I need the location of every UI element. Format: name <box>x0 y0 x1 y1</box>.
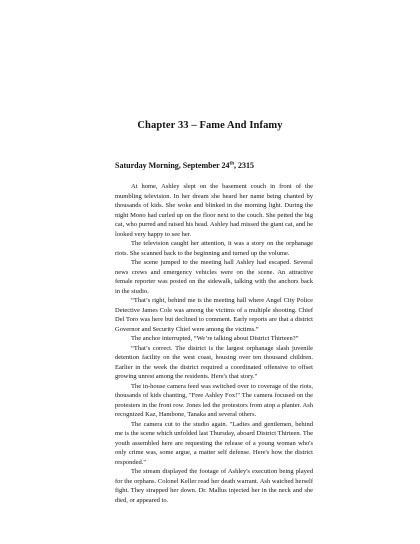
section-heading-date: Saturday Morning, September 24 <box>115 161 230 170</box>
body-text <box>115 182 313 505</box>
paragraph: The anchor interrupted, “We’re talking about District Thirteen?” <box>131 335 299 342</box>
paragraph: The television caught her attention, it was a story on the orphanage riots. She scanned back to the beginning and turned up the volume. <box>115 240 313 257</box>
section-heading-ordinal: th <box>229 161 234 167</box>
chapter-title: Chapter 33 – Fame And Infamy <box>137 120 283 131</box>
section-heading-year: , 2315 <box>233 161 254 170</box>
paragraph: The camera cut to the studio again. "Ladies and gentlemen, behind me is the scene which unfolded last Thursday, aboard District Thirteen. The youth assembled here are requesting the release of a young woman who's only crime was, some argue, a matter self defense. Here's how the district responded." <box>115 420 313 466</box>
paragraph: The scene jumped to the meeting hall Ashley had escaped. Several news crews and emergency vehicles were on the scene. An attractive female reporter was posted on the sidewalk, talking with the anchors back in the studio. <box>115 259 313 295</box>
section-heading <box>115 161 254 170</box>
paragraph: The in-house camera feed was switched over to coverage of the riots, thousands of kids chanting, "Free Ashley Fox!" The camera focused on the protesters in the front row. Jones led the protestors from atop a planter. Ash recognized Kaz, Hambone, Tanaka and several others. <box>115 382 313 418</box>
paragraph: “That’s correct. The district is the largest orphanage slash juvenile detention facility on the west coast, housing over ten thousand children. Earlier in the week the district required a coordinated offensive to offset growing unrest among the residents. Here's that story." <box>115 344 313 380</box>
paragraph: The stream displayed the footage of Ashley's execution being played for the orphans. Colonel Keller read her death warrant. Ash watched herself fight. They strapped her down. Dr. Mallus injected her in the neck and she died, or appeared to. <box>115 468 313 504</box>
paragraph: At home, Ashley slept on the basement couch in front of the mumbling television. In her dream she heard her name being chanted by thousands of kids. She woke and blinked in the morning light. During the night Mono had curled up on the floor next to the couch. She petted the big cat, who purred and raised his head. Ashley had missed the giant cat, and he looked very happy to see her. <box>115 183 313 238</box>
paragraph: “That’s right, behind me is the meeting hall where Angel City Police Detective James Cole was among the victims of a multiple shooting. Chief Del Toro was here but declined to comment. Early reports are that a district Governor and Security Chief were among the victims.” <box>115 297 313 333</box>
